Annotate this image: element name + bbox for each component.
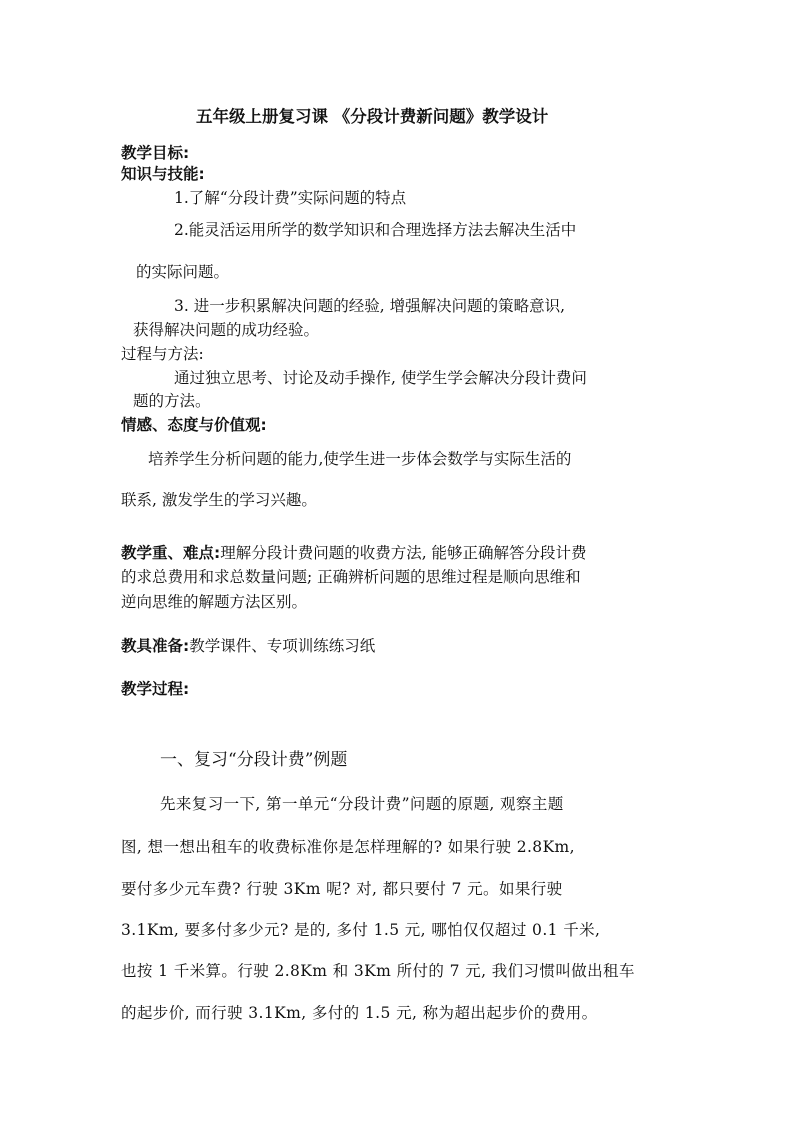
knowledge-item: 3. 进一步积累解决问题的经验, 增强解决问题的策略意识, [174, 297, 565, 315]
knowledge-item: 获得解决问题的成功经验。 [133, 321, 320, 339]
process-line: 题的方法。 [133, 392, 211, 410]
teaching-process-label: 教学过程: [121, 680, 190, 698]
knowledge-heading: 知识与技能: [121, 165, 205, 183]
section1-line: 3.1Km, 要多付多少元? 是的, 多付 1.5 元, 哪怕仅仅超过 0.1 千米, [121, 921, 601, 939]
key-points-line: 的求总费用和求总数量问题; 正确辨析问题的思维过程是顺向思维和 [121, 568, 581, 586]
goals-heading: 教学目标: [121, 144, 190, 162]
knowledge-item: 1.了解“分段计费”实际问题的特点 [174, 189, 407, 207]
key-points-label: 教学重、难点: [121, 544, 221, 562]
tools-line [121, 636, 375, 656]
process-line: 通过独立思考、讨论及动手操作, 使学生学会解决分段计费问 [174, 369, 587, 387]
knowledge-item: 的实际问题。 [136, 263, 230, 281]
section1-line: 图, 想一想出租车的收费标准你是怎样理解的? 如果行驶 2.8Km, [121, 838, 575, 856]
section1-line: 先来复习一下, 第一单元“分段计费”问题的原题, 观察主题 [160, 795, 564, 813]
key-points-text: 理解分段计费问题的收费方法, 能够正确解答分段计费 [220, 544, 587, 562]
document-title: 五年级上册复习课 《分段计费新问题》教学设计 [196, 107, 549, 126]
tools-text: 教学课件、专项训练练习纸 [189, 637, 376, 655]
section1-line: 要付多少元车费? 行驶 3Km 呢? 对, 都只要付 7 元。如果行驶 [121, 880, 563, 898]
tools-label: 教具准备: [121, 637, 190, 655]
section1-line: 也按 1 千米算。行驶 2.8Km 和 3Km 所付的 7 元, 我们习惯叫做出租车 [121, 962, 635, 980]
key-points-line: 逆向思维的解题方法区别。 [121, 593, 308, 611]
process-heading: 过程与方法: [121, 345, 204, 363]
section1-line: 的起步价, 而行驶 3.1Km, 多付的 1.5 元, 称为超出起步价的费用。 [121, 1004, 598, 1022]
emotion-heading: 情感、态度与价值观: [121, 416, 267, 434]
emotion-line: 培养学生分析问题的能力,使学生进一步体会数学与实际生活的 [148, 450, 572, 468]
key-points-line [121, 543, 587, 563]
knowledge-item: 2.能灵活运用所学的数学知识和合理选择方法去解决生活中 [174, 221, 577, 239]
emotion-line: 联系, 激发学生的学习兴趣。 [121, 491, 317, 509]
section1-heading: 一、复习“分段计费”例题 [160, 750, 348, 770]
